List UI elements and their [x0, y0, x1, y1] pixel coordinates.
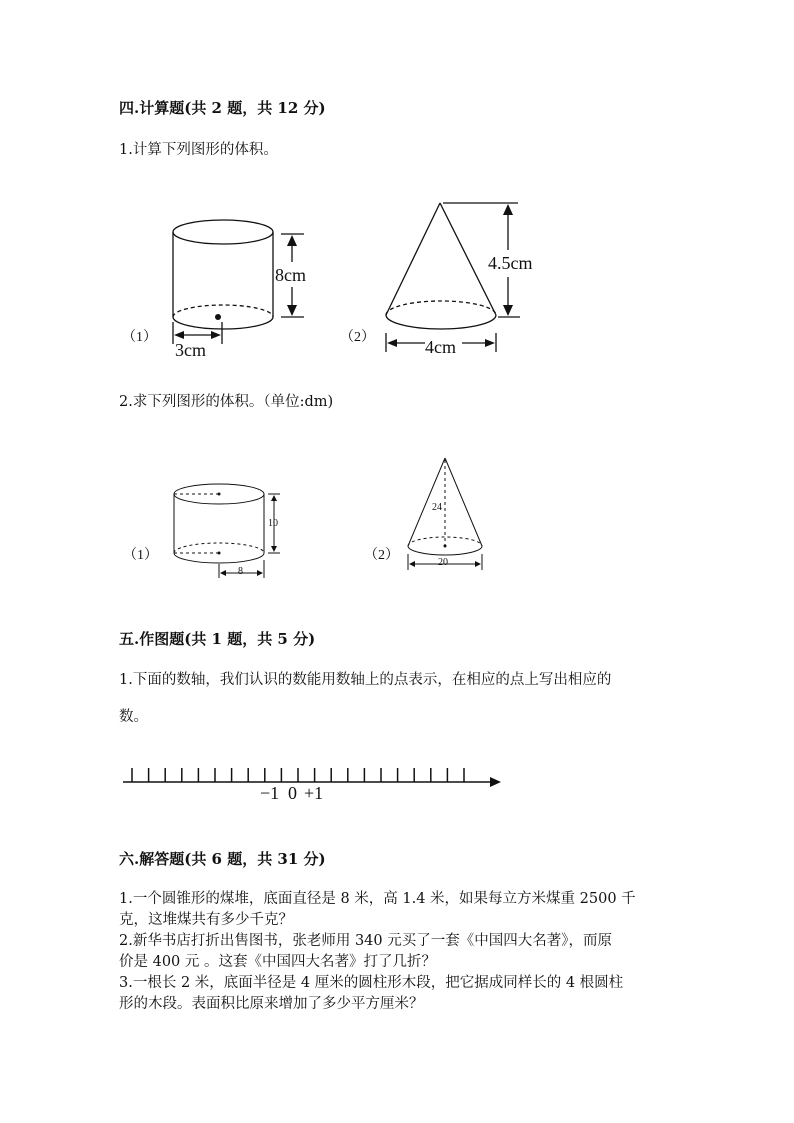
section4-heading: 四.计算题(共 2 题，共 12 分): [119, 99, 326, 117]
section5-q1-line2: 数。: [119, 709, 148, 725]
number-line-label-0: 0: [288, 783, 297, 803]
q2-fig1-height-label: 10: [268, 518, 278, 529]
q2-prompt: 2.求下列图形的体积。（单位:dm): [119, 394, 334, 410]
q1-fig2-diameter-label: 4cm: [425, 337, 456, 357]
section6-line-5: 3.一根长 2 米，底面半径是 4 厘米的圆柱形木段，把它据成同样长的 4 根圆柱: [119, 975, 624, 991]
q2-fig2-index: （2）: [364, 548, 399, 563]
q1-fig2-height-label: 4.5cm: [488, 253, 533, 273]
q2-fig1-radius-label: 8: [238, 566, 243, 577]
section6-heading: 六.解答题(共 6 题，共 31 分): [119, 850, 326, 868]
q2-fig2-height-label: 24: [432, 502, 442, 513]
section6-line-6: 形的木段。表面积比原来增加了多少平方厘米？: [119, 996, 424, 1012]
section6-line-2: 克，这堆煤共有多少千克？: [119, 912, 293, 928]
section6-line-3: 2.新华书店打折出售图书，张老师用 340 元买了一套《中国四大名著》，而原: [119, 933, 612, 949]
section6-line-1: 1.一个圆锥形的煤堆，底面直径是 8 米，高 1.4 米，如果每立方米煤重 2500 千: [119, 891, 636, 907]
q1-fig1-radius-label: 3cm: [175, 340, 206, 360]
section5-heading: 五.作图题(共 1 题，共 5 分): [119, 630, 316, 648]
q1-fig1-height-label: 8cm: [275, 265, 306, 285]
q2-fig1-index: （1）: [123, 548, 158, 563]
section5-q1-line1: 1.下面的数轴，我们认识的数能用数轴上的点表示，在相应的点上写出相应的: [119, 672, 612, 688]
q1-fig1-index: （1）: [122, 330, 157, 345]
number-line-label-neg1: −1: [260, 783, 280, 803]
number-line-arrowhead: [490, 777, 501, 787]
section6-line-4: 价是 400 元 。这套《中国四大名著》打了几折？: [119, 954, 437, 970]
q1-prompt: 1.计算下列图形的体积。: [119, 142, 278, 158]
number-line-label-pos1: +1: [304, 783, 324, 803]
q2-fig2-diameter-label: 20: [438, 557, 448, 568]
q1-fig2-index: （2）: [340, 330, 375, 345]
